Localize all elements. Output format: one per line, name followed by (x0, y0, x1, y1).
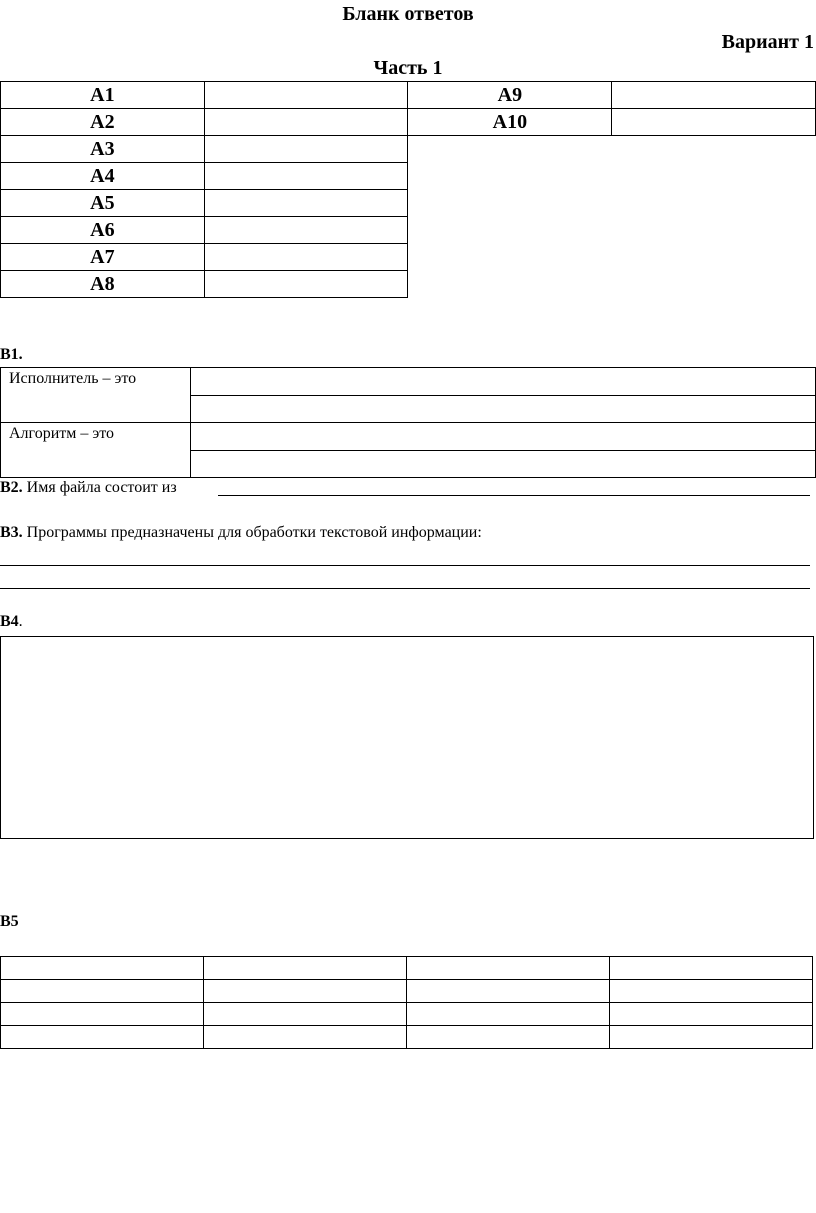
b5-answer-cell[interactable] (204, 980, 407, 1003)
table-row (1, 82, 816, 109)
question-b3-text: Программы предназначены для обработки текстовой информации: (22, 524, 482, 541)
b5-answer-cell[interactable] (204, 1003, 407, 1026)
b5-answer-cell[interactable] (204, 1026, 407, 1049)
question-b4-label: В4 (0, 613, 19, 630)
b5-answer-cell[interactable] (1, 980, 204, 1003)
answer-cell-a9[interactable] (612, 82, 816, 109)
b5-answer-cell[interactable] (610, 980, 813, 1003)
b3-answer-line[interactable] (0, 565, 810, 566)
question-label-a4: А4 (1, 163, 205, 190)
b1-answer-line[interactable] (191, 423, 816, 451)
question-b2-text: Имя файла состоит из (22, 479, 177, 496)
question-label-a9: А9 (408, 82, 612, 109)
b1-answer-line[interactable] (191, 395, 816, 423)
b1-answer-line[interactable] (191, 450, 816, 478)
page-title: Бланк ответов (342, 3, 474, 25)
question-label-a1: А1 (1, 82, 205, 109)
table-row (1, 423, 816, 451)
b1-term-executor: Исполнитель – это (1, 368, 191, 423)
b1-answer-line[interactable] (191, 368, 816, 396)
question-b1-label: В1. (0, 346, 23, 363)
question-label-a10: А10 (408, 109, 612, 136)
question-b3 (0, 524, 482, 542)
b5-answer-cell[interactable] (610, 1026, 813, 1049)
b1-definition-table (0, 367, 816, 478)
question-label-a7: А7 (1, 244, 205, 271)
b2-answer-line[interactable] (218, 495, 810, 496)
question-b3-label: В3. (0, 524, 23, 541)
question-label-a2: А2 (1, 109, 205, 136)
table-row (1, 1003, 813, 1026)
question-label-a5: А5 (1, 190, 205, 217)
b5-answer-cell[interactable] (610, 1003, 813, 1026)
b5-answer-cell[interactable] (1, 1026, 204, 1049)
b5-answer-cell[interactable] (407, 1003, 610, 1026)
table-row (1, 190, 816, 217)
b5-answer-cell[interactable] (1, 1003, 204, 1026)
question-b2-label: В2. (0, 479, 23, 496)
answer-cell-a2[interactable] (204, 109, 408, 136)
table-row (1, 136, 816, 163)
answer-cell-a3[interactable] (204, 136, 408, 163)
table-row (1, 244, 816, 271)
table-row (1, 1026, 813, 1049)
table-row (1, 271, 816, 298)
answer-cell-a8[interactable] (204, 271, 408, 298)
b4-answer-box[interactable] (0, 636, 814, 839)
b5-answer-cell[interactable] (407, 1026, 610, 1049)
b3-answer-line[interactable] (0, 588, 810, 589)
b5-answer-cell[interactable] (407, 980, 610, 1003)
b5-answer-cell[interactable] (610, 957, 813, 980)
question-b4 (0, 613, 23, 631)
b5-answer-cell[interactable] (1, 957, 204, 980)
question-label-a6: А6 (1, 217, 205, 244)
question-label-a3: А3 (1, 136, 205, 163)
table-row (1, 217, 816, 244)
table-row (1, 163, 816, 190)
table-row (1, 957, 813, 980)
part-heading: Часть 1 (373, 57, 443, 79)
answer-cell-a7[interactable] (204, 244, 408, 271)
table-row (1, 109, 816, 136)
b5-answer-cell[interactable] (407, 957, 610, 980)
answer-cell-a6[interactable] (204, 217, 408, 244)
b1-term-algorithm: Алгоритм – это (1, 423, 191, 478)
answer-cell-a1[interactable] (204, 82, 408, 109)
table-row (1, 368, 816, 396)
table-row (1, 980, 813, 1003)
question-label-a8: А8 (1, 271, 205, 298)
part-a-answer-table (0, 81, 816, 298)
answer-cell-a5[interactable] (204, 190, 408, 217)
answer-cell-a10[interactable] (612, 109, 816, 136)
question-b5-label: В5 (0, 913, 19, 930)
b5-answer-cell[interactable] (204, 957, 407, 980)
b5-answer-table (0, 956, 813, 1049)
question-b4-suffix: . (18, 613, 23, 630)
variant-label: Вариант 1 (721, 31, 814, 53)
answer-cell-a4[interactable] (204, 163, 408, 190)
